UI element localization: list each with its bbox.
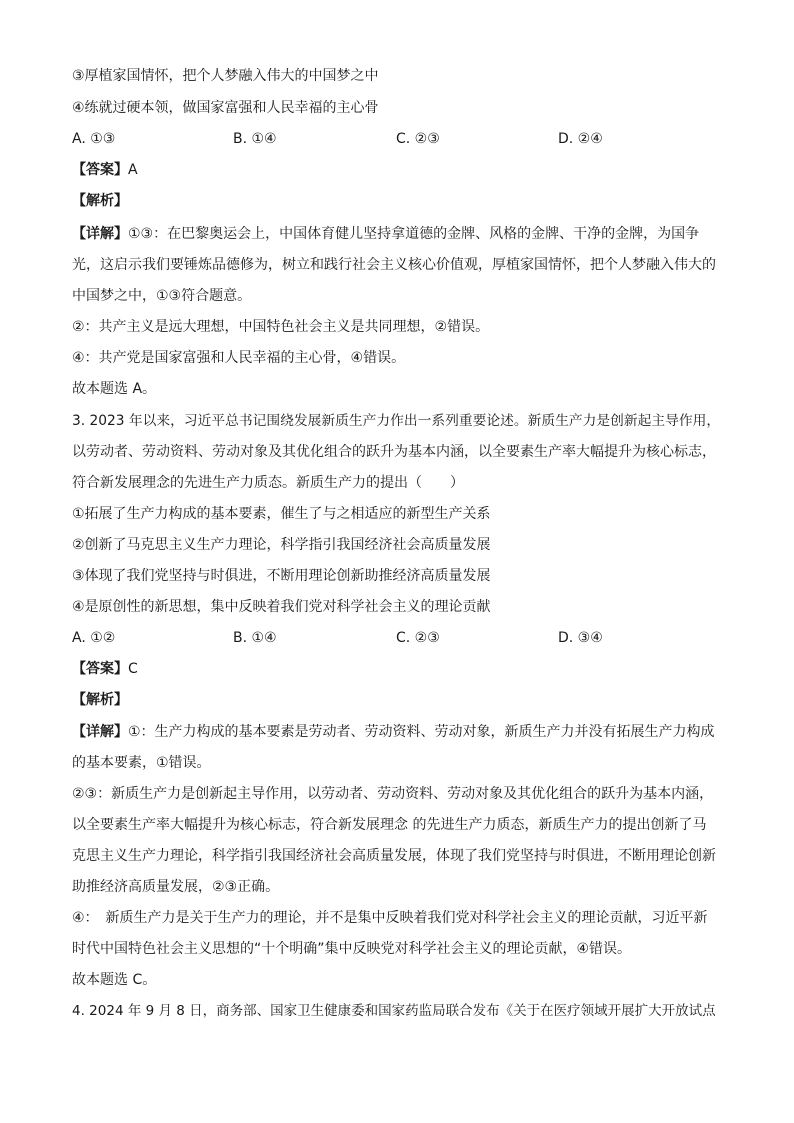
q3-answer (72, 659, 724, 679)
q3-detail-line: ②③：新质生产力是创新起主导作用，以劳动者、劳动资料、劳动对象及其优化组合的跃升为基本内涵， (72, 786, 714, 802)
q3-detail-line (72, 722, 724, 742)
q3-option-b: B. ①④ (233, 630, 277, 646)
q2-answer (72, 160, 724, 180)
q2-conclusion: 故本题选 A。 (72, 381, 157, 397)
q2-detail-line: ②：共产主义是远大理想，中国特色社会主义是共同理想，②错误。 (72, 319, 490, 335)
q3-detail-line: 时代中国特色社会主义思想的“十个明确”集中反映党对科学社会主义的理论贡献，④错误。 (72, 941, 632, 957)
q3-stem: 以劳动者、劳动资料、劳动对象及其优化组合的跃升为基本内涵，以全要素生产率大幅提升为核心标志， (72, 444, 716, 460)
q2-option-c: C. ②③ (396, 131, 440, 147)
q3-choice-1: ①拓展了生产力构成的基本要素，催生了与之相适应的新型生产关系 (72, 506, 491, 522)
q2-detail-line (72, 224, 724, 244)
answer-label: 【答案】 (72, 661, 128, 677)
q3-option-a: A. ①② (72, 630, 116, 646)
q3-analysis-label (72, 690, 724, 710)
q3-detail-line: 克思主义生产力理论，科学指引我国经济社会高质量发展，体现了我们党坚持与时俱进，不断用理论创新 (72, 848, 716, 864)
q2-detail-line: 中国梦之中，①③符合题意。 (72, 288, 252, 304)
q3-choice-4: ④是原创性的新思想，集中反映着我们党对科学社会主义的理论贡献 (72, 599, 491, 615)
detail-text: ①：生产力构成的基本要素是劳动者、劳动资料、劳动对象，新质生产力并没有拓展生产力构成 (128, 724, 715, 740)
analysis-label: 【解析】 (72, 193, 128, 209)
detail-text: ①③：在巴黎奥运会上，中国体育健儿坚持拿道德的金牌、风格的金牌、干净的金牌，为国争 (128, 226, 700, 242)
detail-label: 【详解】 (72, 724, 128, 740)
q3-detail-line: 以全要素生产率大幅提升为核心标志，符合新发展理念 的先进生产力质态，新质生产力的提出创新了马 (72, 817, 707, 833)
q3-choice-2: ②创新了马克思主义生产力理论，科学指引我国经济社会高质量发展 (72, 537, 491, 553)
q2-choice-4: ④练就过硬本领，做国家富强和人民幸福的主心骨 (72, 100, 379, 116)
q2-choice-3: ③厚植家国情怀，把个人梦融入伟大的中国梦之中 (72, 68, 379, 84)
q3-option-c: C. ②③ (396, 630, 440, 646)
q3-option-d: D. ③④ (558, 630, 603, 646)
q2-detail-line: ④：共产党是国家富强和人民幸福的主心骨，④错误。 (72, 350, 406, 366)
q2-option-b: B. ①④ (233, 131, 277, 147)
q3-stem: 3. 2023 年以来，习近平总书记围绕发展新质生产力作出一系列重要论述。新质生产力是创新起主导作用， (72, 413, 721, 429)
answer-value: A (128, 162, 138, 178)
q3-stem: 符合新发展理念的先进生产力质态。新质生产力的提出（ ） (72, 475, 464, 491)
q3-detail-line: 的基本要素，①错误。 (72, 755, 211, 771)
q2-detail-line: 光，这启示我们要锤炼品德修为，树立和践行社会主义核心价值观，厚植家国情怀，把个人梦融入伟大的 (72, 257, 716, 273)
q2-option-a: A. ①③ (72, 131, 116, 147)
q2-analysis-label (72, 191, 724, 211)
q2-option-d: D. ②④ (558, 131, 603, 147)
q4-stem: 4. 2024 年 9 月 8 日，商务部、国家卫生健康委和国家药监局联合发布《关于在医疗领域开展扩大开放试点 (72, 1003, 716, 1019)
answer-value: C (128, 661, 138, 677)
q3-conclusion: 故本题选 C。 (72, 972, 157, 988)
answer-label: 【答案】 (72, 162, 128, 178)
q3-detail-line: 助推经济高质量发展，②③正确。 (72, 879, 280, 895)
q3-detail-line: ④： 新质生产力是关于生产力的理论，并不是集中反映着我们党对科学社会主义的理论贡献，习近平新 (72, 910, 708, 926)
q3-choice-3: ③体现了我们党坚持与时俱进，不断用理论创新助推经济高质量发展 (72, 568, 491, 584)
analysis-label: 【解析】 (72, 692, 128, 708)
detail-label: 【详解】 (72, 226, 128, 242)
